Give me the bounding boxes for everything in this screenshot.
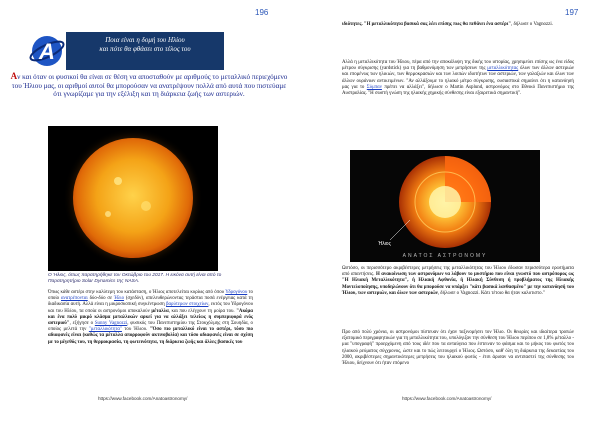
right-page (312, 20, 594, 418)
drop-cap: Α (10, 71, 18, 81)
image-watermark: ΑΝΑΤΟΣ ΑΣΤΡΟΝΟΜΥ (402, 253, 488, 259)
right-para-1 (342, 22, 574, 28)
body-text-7: , εξήγησε ο (69, 321, 94, 327)
para2-text-c: πρέπει να αλλάξει", δήλωσε ο Martin Asplund, αστρονόμος στο Εθνικό Πανεπιστήμιο της Αυστραλίας. "Η σωστή γνώση της ηλιακής χημικής σύνθεσης είναι εξαιρετικά σημαντική". (342, 84, 574, 97)
para3-rest: , δήλωσε ο Vagnozzi. Κάτι τέτοιο θα ήταν καλοτιστο." (437, 290, 545, 296)
link-vagnozzi[interactable]: Sunny Vagnozzi (94, 321, 128, 327)
cutaway-tag: Ήλιος (378, 241, 391, 247)
body-text-1: Όπως κάθε αστέρι στην καλύτερη του κατάσταση, ο Ήλιος αποτελείται κυρίως από όπου (48, 290, 225, 295)
link-universe[interactable]: Σύμπαν (366, 84, 382, 90)
logo-letter: A (39, 39, 55, 64)
bold-quote-1: "Ακόμα και ένα πολύ μικρό κλάσμα μεταλλικών αρκεί για να αλλάξει τελείως η συμπεριφορά ενός αστεριού" (48, 308, 253, 327)
body-text-9: του Ήλιου. (124, 327, 148, 333)
body-text-5: , εκτός του Υδρογόνου και του Ηλίου, τα οποία οι αστρονόμοι αποκαλούν (48, 302, 254, 314)
right-para-2 (342, 60, 574, 97)
para2-text-a: Αλλά η μεταλλικότητα του Ήλιου, πέρα από την αποκάλυψη της δικής του ιστορίας, χρησιμεύει επίσης ως ένα είδος μέτρου σύγκρισης (yardstick) για τη βαθμονόμηση των μετρήσεων της (342, 60, 574, 72)
sun-cutaway-illustration (350, 150, 540, 262)
intro-paragraph (8, 72, 290, 99)
footer-url-left[interactable]: https://www.facebook.com/Anatoastronomy/ (98, 396, 188, 401)
bold-quote-4: Η ανακοίνωση των αστρονόμων να λάβουν το μυστήριο που είναι γνωστό που αστρόπορος ως "Η Ηλιακή Μεταλλικότητα", ή Ηλιακή Αφθονία, ή Ηλιακή Σύνθεση ή προβλήματος της Ηλιακής Μοντελοποίησης, υποδηλώνουν ότι θα μπορούσε να υπάρξει "κάτι βασικά λανθασμένο" με την κατανόησή του Ήλιου, των αστεριών, και όλων των αστεριών (342, 272, 574, 296)
body-text-3: δύο-δύο σε (89, 296, 113, 302)
body-text-2: το οποίο (48, 290, 253, 302)
footer-url-right[interactable]: https://www.facebook.com/Anatoastronomy/ (402, 396, 492, 401)
page-number-right: 197 (565, 8, 579, 17)
bold-quote-2: "Όσο πιο μεταλλικό είναι το αστέρι, τόσο πιο αδιαφανές είναι (καθώς τα μέταλλα απορροφούν ακτινοβολία) και τόσο αδιαφανές είναι σε σχέση με το μέγεθός του, τη θερμοκρασία, τη φωτεινότητα, τη διάρκεια ζωής και άλλες βασικές του (48, 327, 253, 345)
body-text-8: , φυσικός του Πανεπιστημίου της Στοκχόλμης στη Σουηδία, ο οποίος μελετά την (48, 321, 253, 333)
banner-title (70, 36, 220, 54)
bold-quote-3: ιδιότητες. "Η μεταλλικότητα βασικά σας λέει επίσης πως θα πεθάνει ένα αστέρι" (342, 22, 511, 27)
page-number-left: 196 (255, 8, 269, 17)
link-fusion[interactable]: ανατρέπονται (60, 296, 88, 302)
link-heavy-elements[interactable]: βαρύτερων στοιχείων (165, 302, 209, 308)
left-page (8, 20, 290, 418)
para1-rest: , δήλωσε ο Vagnozzi. (511, 22, 553, 27)
body-text-4: (σχεδόν), απελευθερώνοντας τεράστια ποσά ενέργειας κατά τη διαδικασία αυτή. Αλλά είναι η μικροσκοπική συγκέντρωση (48, 296, 253, 308)
right-para-3 (342, 266, 574, 297)
right-para-4: Προ από πολύ χρόνια, οι αστρονόμοι πίστευαν ότι έχαν ταξινομήσει τον Ήλιο. Οι θεωρίες και ιδιαίτερα τροπών εξατομικό περιγραφητικών για τη μεταλλικότητα του, υπολόγιζαν την σύνθεση του Ήλιου περίπου σε 1,8% μέταλλο - μια "υπογραφή" προερχόμενη από τους ιδέε που τα ανταύγεια που έστειναν το φάσμα και το μήκος του φωτός του ηλιακού ρεύματος σύγχρονος, ώστε και το πώς λειτουργεί ο Ήλιος. Ωστόσο, καθ' όλη τη διάρκεια της δεκαετίας του 2000, ακριβέστερες σημαντικότερες μετρήσεις του ηλιακού φωτός - έτσι άρισαν να αντιπαστεί της σύνθεσης του Ήλιου, δείχνουν ότι ήταν επόμενο (342, 330, 574, 367)
para3-text-a: Ωστόσο, οι περισσότερο ακριβέστερες μετρήσεις της μεταλλικότητας του Ήλιου έδωσαν περισσότερα ερωτήματα από απαντήσεις. (342, 266, 574, 278)
intro-text: ν και όταν οι φυσικοί θα είναι σε θέση να αποσταθούν με αριθμούς το μεταλλικό περιεχόμενο του Ήλιου μας, οι αριθμοί αυτοί θα μπορούσαν να ανατρέψουν πολλά από αυτά που πιστεύαμε ότι γνωρίζαμε για την εξέλιξη και τη διάρκεια ζωής των αστεριών. (11, 73, 288, 99)
sun-photo (48, 126, 218, 271)
sun-photo-caption: Ο Ήλιος, όπως παρατηρήθηκε τον Οκτώβριο του 2017. Η εικόνα αυτή είναι από το Παρατηρητήριο Solar Dynamics της NASA. (48, 273, 222, 284)
bold-metals: μέταλλα (151, 308, 169, 314)
logo-icon (28, 32, 66, 70)
link-helium[interactable]: Ήλιο (113, 296, 125, 302)
title-banner (28, 32, 224, 70)
link-metallicity[interactable]: "μεταλλικότητα" (88, 327, 122, 333)
banner-title-line2: και πότε θα φθάσει στο τέλος του (99, 45, 191, 53)
link-metallicity-2[interactable]: μεταλλικότητας (487, 66, 519, 72)
link-hydrogen[interactable]: Υδρογόνου (225, 290, 248, 295)
banner-title-line1: Ποια είναι η δομή του Ηλίου (105, 36, 185, 44)
left-body-text (48, 290, 253, 346)
para2-text-b: όλων των άλλων αστεριών και επομένως των ηλικιών, των θερμοκρασιών και των λοιπών ιδιοτήτων των αστεριών, των γαλαξιών και όλων των άλλων ουράνιων αντικειμένων. "Αν αλλάξουμε το ηλιακό μέτρο σύγκρισης, ουσιαστικά σημαίνει ότι η κατανόησή μας για το (342, 66, 575, 90)
sun-illustration (48, 126, 218, 271)
body-text-6: , και που ελέγχουν τη μοίρα του. (168, 308, 235, 314)
sun-cutaway-image (350, 150, 540, 262)
